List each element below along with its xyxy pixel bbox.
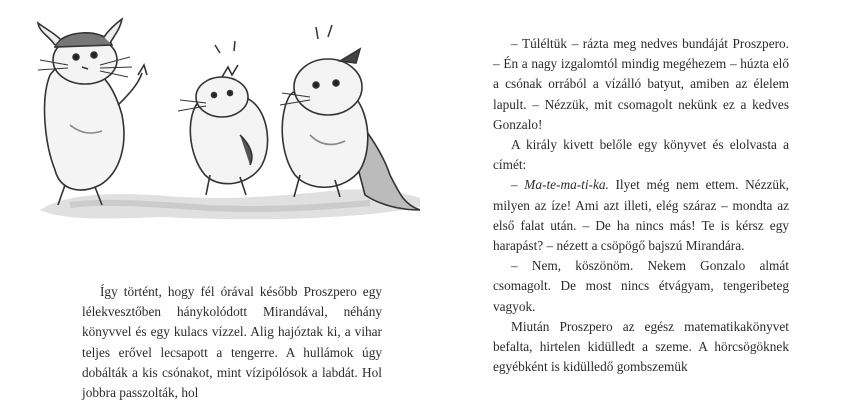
right-paragraph-3 [493, 175, 789, 256]
king-hamster [280, 25, 420, 210]
right-text-column [493, 34, 789, 377]
illustration-svg [10, 5, 420, 245]
right-page [425, 0, 845, 400]
right-paragraph-1: – Túléltük – rázta meg nedves bundáját Proszpero. – Én a nagy izgalomtól mindig megéhezem – húzta elő a csónak orrából a vízálló batyut, amiben az élelem lapult. – Nézzük, mit csomagolt nekünk ez a kedves Gonzalo! [493, 36, 789, 132]
para3-dash: – [511, 177, 525, 193]
right-paragraph-5: Miután Proszpero az egész matematikakönyvet befalta, hirtelen kidülledt a szeme. A hörcsögöknek egyébként is kidülledő gombszemük [493, 318, 789, 375]
left-text-column [82, 282, 382, 400]
para3-rest: Ilyet még nem ettem. Nézzük, milyen az íze! Ami azt illeti, elég száraz – mondta az első falat után. – De ha nincs más! Te is kérsz egy harapást? – nézett a csöpögő bajszú Mirandára. [493, 177, 789, 254]
book-title-italic: Ma-te-ma-ti-ka. [524, 177, 609, 193]
left-paragraph-1: Így történt, hogy fél órával később Proszpero egy lélekvesztőben hánykolódott Mirandával, néhány könyvvel és egy kulacs vízzel. Alig hajóztak ki, a vihar teljes erővel lecsapott a tengerre. A hullámok úgy dobálták a kis csónakot, mint vízipólósok a labdát. Hol jobbra passzolták, hol [82, 284, 382, 400]
right-paragraph-4: – Nem, köszönöm. Nekem Gonzalo almát csomagolt. De most nincs étvágyam, tengeribeteg vagyok. [493, 258, 789, 314]
miranda-hamster [178, 41, 268, 195]
left-page [0, 0, 420, 400]
hamster-king-illustration [10, 5, 420, 245]
viking-hamster [38, 19, 147, 205]
right-paragraph-2: A király kivett belőle egy könyvet és elolvasta a címét: [493, 137, 789, 173]
